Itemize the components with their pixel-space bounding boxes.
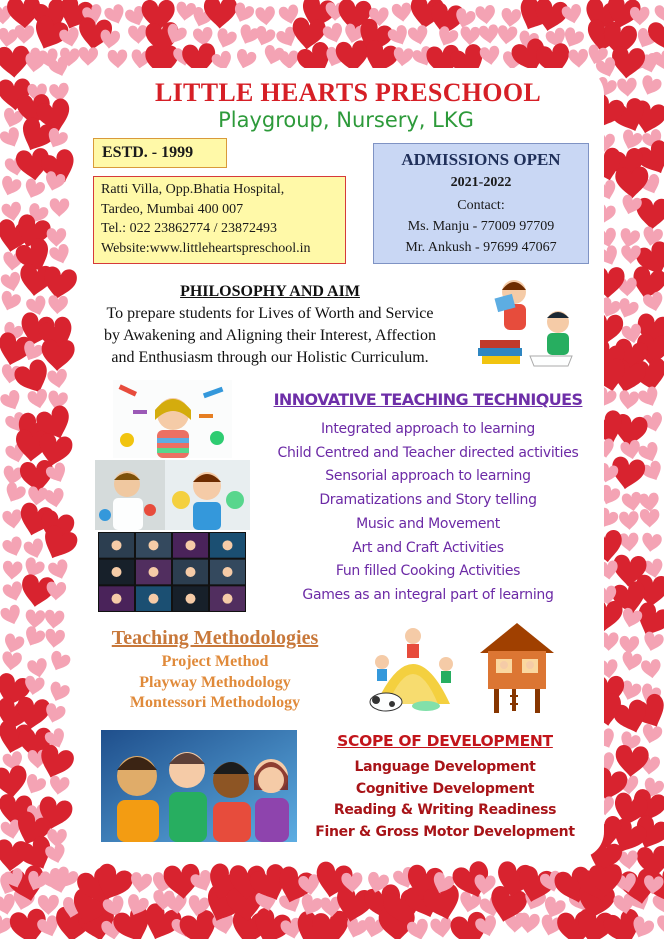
scope-item: Language Development	[354, 759, 536, 775]
methodologies-list	[90, 652, 340, 714]
methodologies-title: Teaching Methodologies	[111, 627, 319, 649]
established-badge: ESTD. - 1999	[93, 138, 227, 168]
scope-list	[300, 757, 590, 843]
website-line: Website:www.littleheartspreschool.in	[101, 240, 311, 256]
address-line-2: Tardeo, Mumbai 400 007	[101, 201, 244, 217]
technique-item: Music and Movement	[356, 515, 500, 532]
philosophy-line-1: To prepare students for Lives of Worth and Service	[106, 305, 434, 322]
innovative-techniques-title: INNOVATIVE TEACHING TECHNIQUES	[273, 390, 583, 409]
school-name: LITTLE HEARTS PRESCHOOL	[155, 78, 541, 107]
contact-ankush: Mr. Ankush - 97699 47067	[405, 240, 557, 255]
craft-supplies-photo	[113, 380, 232, 458]
technique-item: Fun filled Cooking Activities	[335, 563, 521, 580]
methodology-item: Montessori Methodology	[129, 694, 301, 711]
technique-item: Games as an integral part of learning	[302, 586, 554, 603]
methodology-item: Playway Methodology	[139, 673, 291, 691]
contact-label: Contact:	[457, 198, 505, 213]
phone-line: Tel.: 022 23862774 / 23872493	[101, 221, 277, 236]
online-class-photo	[98, 532, 246, 612]
philosophy-title: PHILOSOPHY AND AIM	[180, 283, 360, 300]
philosophy-text	[70, 303, 470, 369]
admissions-box	[373, 143, 589, 264]
admissions-year: 2021-2022	[450, 175, 512, 190]
technique-item: Art and Craft Activities	[352, 539, 504, 556]
programs-offered: Playgroup, Nursery, LKG	[218, 108, 474, 132]
children-playing-illustration	[356, 614, 470, 714]
scope-title: SCOPE OF DEVELOPMENT	[337, 732, 553, 750]
treehouse-illustration	[474, 619, 560, 715]
happy-children-photo	[101, 730, 297, 842]
contact-manju: Ms. Manju - 77009 97709	[407, 219, 555, 234]
innovative-techniques-list	[256, 418, 600, 608]
technique-item: Dramatizations and Story telling	[319, 492, 537, 509]
philosophy-line-3: and Enthusiasm through our Holistic Curriculum.	[111, 349, 429, 366]
scope-item: Reading & Writing Readiness	[333, 802, 557, 818]
technique-item: Sensorial approach to learning	[325, 468, 531, 485]
address-box	[93, 176, 346, 264]
children-reading-illustration	[472, 270, 588, 374]
technique-item: Child Centred and Teacher directed activities	[277, 444, 579, 461]
methodology-item: Project Method	[161, 653, 269, 670]
scope-item: Cognitive Development	[355, 780, 535, 797]
scope-item: Finer & Gross Motor Development	[315, 823, 575, 840]
technique-item: Integrated approach to learning	[320, 421, 536, 437]
admissions-title: ADMISSIONS OPEN	[401, 150, 561, 169]
address-line-1: Ratti Villa, Opp.Bhatia Hospital,	[101, 182, 285, 197]
kids-painting-photo	[95, 460, 250, 530]
philosophy-line-2: by Awakening and Aligning their Interest, Affection	[104, 327, 436, 344]
